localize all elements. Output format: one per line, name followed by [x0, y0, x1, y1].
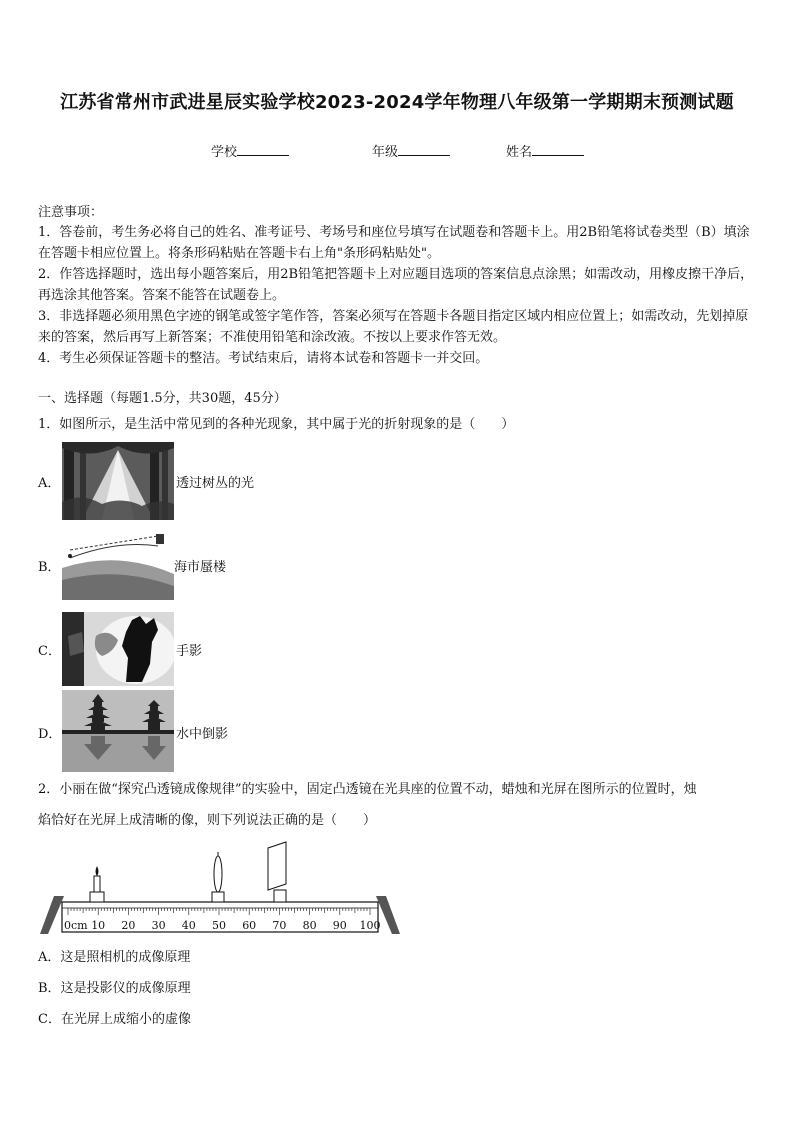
- school-field[interactable]: [211, 141, 289, 160]
- school-label: 学校: [211, 145, 238, 160]
- bench-tick-label: 50: [212, 919, 226, 932]
- q2-option-a[interactable]: [38, 946, 190, 965]
- grade-field[interactable]: [372, 141, 450, 160]
- page-title: 江苏省常州市武进星辰实验学校2023-2024学年物理八年级第一学期期末预测试题: [60, 92, 734, 113]
- bench-tick-label: 20: [121, 919, 136, 932]
- grade-blank[interactable]: [398, 143, 450, 156]
- q2-option-c[interactable]: [38, 1008, 191, 1027]
- q1-option-a-label[interactable]: A．: [38, 476, 61, 491]
- q2-option-a-label: A．: [38, 950, 61, 965]
- pagoda-reflection-image: [62, 690, 174, 772]
- bench-tick-label: 100: [359, 919, 381, 932]
- q2-option-a-text: 这是照相机的成像原理: [60, 950, 191, 965]
- question-2-stem-line-1: 2．小丽在做“探究凸透镜成像规律”的实验中，固定凸透镜在光具座的位置不动，蜡烛和光屏在图所示的位置时，烛: [38, 782, 697, 797]
- q2-option-b-text: 这是投影仪的成像原理: [60, 981, 191, 996]
- notice-item-3: 3．非选择题必须用黑色字迹的钢笔或签字笔作答，答案必须写在答题卡各题目指定区域内相应位置上；如需改动，先划掉原来的答案，然后再写上新答案；不准使用铅笔和涂改液。不按以上要求作答无效。: [38, 309, 749, 345]
- q1-option-d-label[interactable]: D．: [38, 727, 62, 742]
- q2-option-c-label: C．: [38, 1012, 61, 1027]
- notice-item-1: 1．答卷前，考生务必将自己的姓名、准考证号、考场号和座位号填写在试题卷和答题卡上。用2B铅笔将试卷类型（B）填涂在答题卡相应位置上。将条形码粘贴在答题卡右上角"条形码粘贴处"。: [38, 225, 750, 261]
- grade-label: 年级: [372, 145, 399, 160]
- mirage-image: [62, 528, 174, 600]
- light-screen: [268, 842, 286, 902]
- q2-option-b[interactable]: [38, 977, 191, 996]
- q2-option-c-text: 在光屏上成缩小的虚像: [60, 1012, 191, 1027]
- bench-tick-label: 90: [332, 919, 347, 932]
- left-leg: [40, 896, 64, 934]
- bench-tick-label: 40: [181, 919, 196, 932]
- bench-tick-label: 0cm: [64, 919, 88, 932]
- candle: [90, 866, 104, 902]
- bench-tick-label: 60: [242, 919, 257, 932]
- section-heading: 一、选择题（每题1.5分，共30题，45分）: [38, 391, 287, 406]
- q1-option-a-text: 透过树丛的光: [176, 476, 255, 491]
- bench-tick-label: 30: [151, 919, 166, 932]
- optical-bench-figure: [40, 838, 400, 938]
- forest-light-image: [62, 442, 174, 520]
- notice-heading: 注意事项：: [38, 205, 104, 220]
- name-blank[interactable]: [532, 143, 584, 156]
- q1-option-b-text: 海市蜃楼: [174, 560, 227, 575]
- bench-tick-label: 80: [302, 919, 317, 932]
- bench-tick-label: 10: [91, 919, 106, 932]
- hand-shadow-image: [62, 612, 174, 686]
- convex-lens: [212, 852, 224, 902]
- name-label: 姓名: [506, 145, 533, 160]
- question-1-stem: 1．如图所示，是生活中常见到的各种光现象，其中属于光的折射现象的是（ ）: [38, 417, 515, 432]
- school-blank[interactable]: [237, 143, 289, 156]
- notice-item-4: 4．考生必须保证答题卡的整洁。考试结束后，请将本试卷和答题卡一并交回。: [38, 351, 489, 366]
- notice-item-2: 2．作答选择题时，选出每小题答案后，用2B铅笔把答题卡上对应题目选项的答案信息点涂黑；如需改动，用橡皮擦干净后，再选涂其他答案。答案不能答在试题卷上。: [38, 267, 754, 303]
- name-field[interactable]: [506, 141, 584, 160]
- q1-option-b-label[interactable]: B．: [38, 560, 61, 575]
- q1-option-c-label[interactable]: C．: [38, 644, 61, 659]
- question-2-stem-line-2: 焰恰好在光屏上成清晰的像，则下列说法正确的是（ ）: [38, 813, 377, 828]
- q2-option-b-label: B．: [38, 981, 61, 996]
- q1-option-d-text: 水中倒影: [176, 727, 229, 742]
- bench-tick-label: 70: [272, 919, 287, 932]
- q1-option-c-text: 手影: [176, 644, 203, 659]
